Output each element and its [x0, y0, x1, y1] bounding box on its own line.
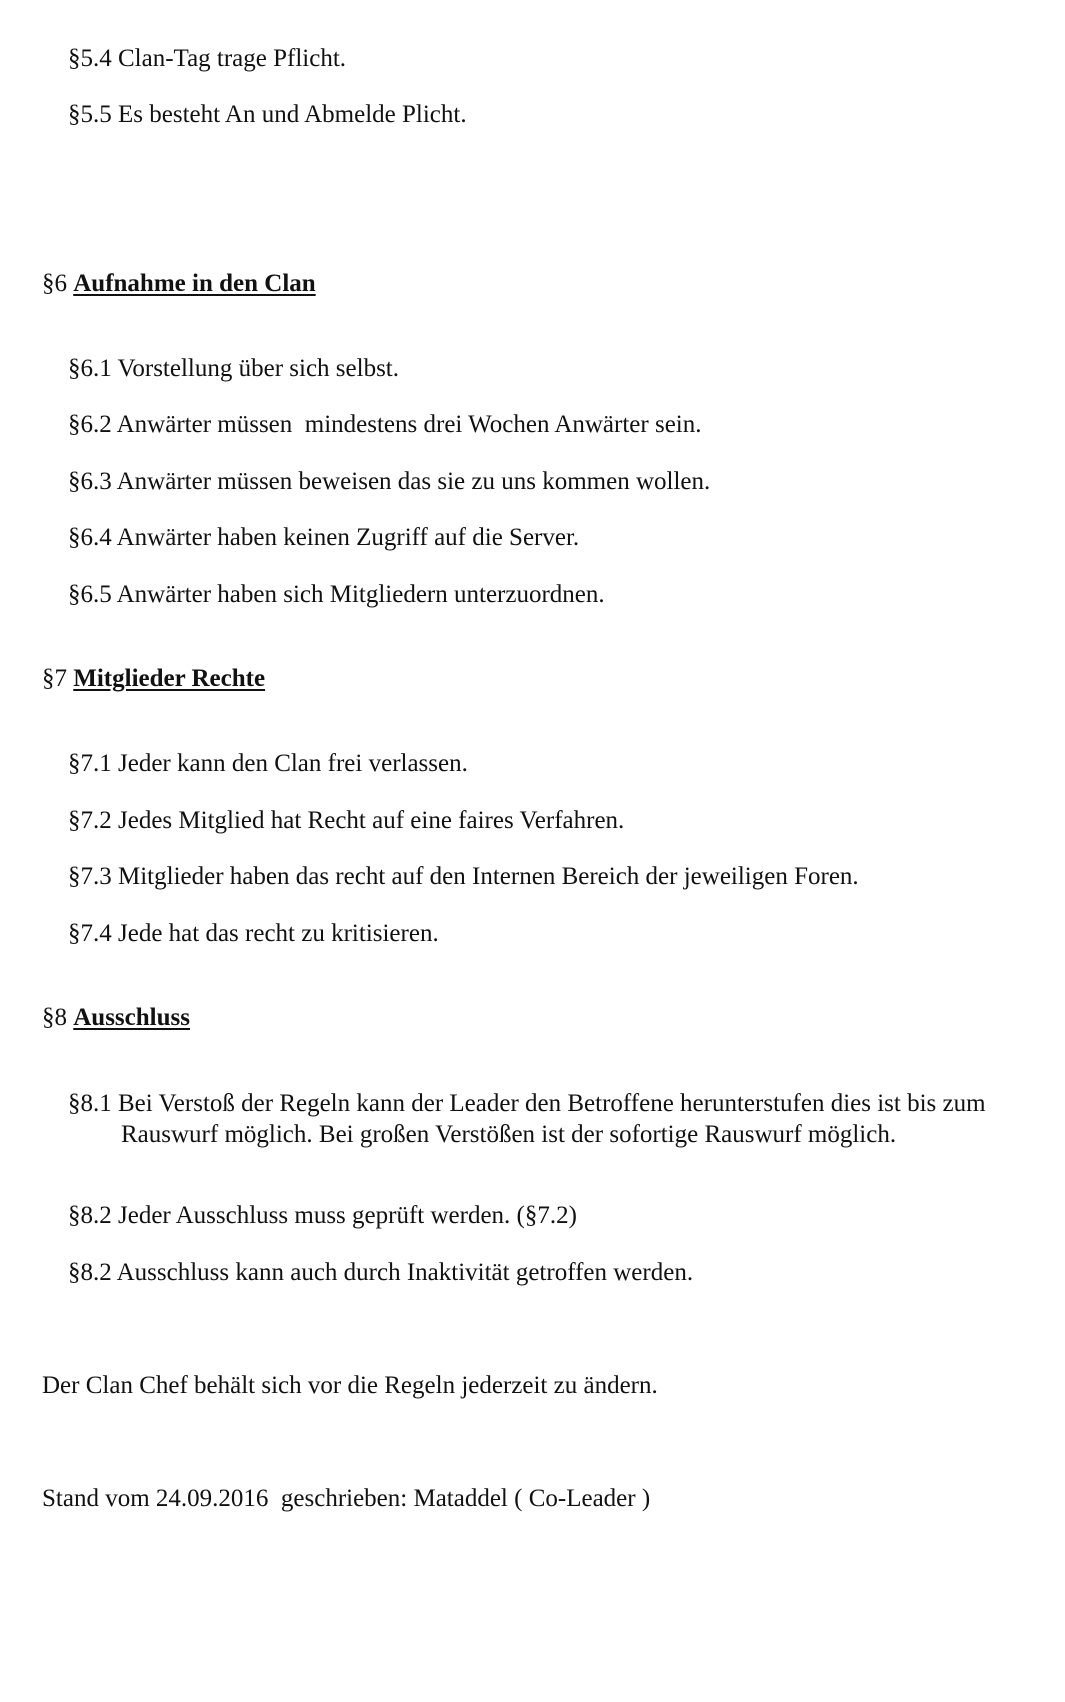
- footer-signature: Stand vom 24.09.2016 geschrieben: Mataddel ( Co-Leader ): [42, 1485, 651, 1512]
- section-7-title: Mitglieder Rechte: [73, 665, 266, 692]
- rule-7-2: §7.2 Jedes Mitglied hat Recht auf eine faires Verfahren.: [68, 807, 625, 834]
- section-6-heading: [42, 269, 316, 299]
- rule-6-2: §6.2 Anwärter müssen mindestens drei Wochen Anwärter sein.: [68, 411, 702, 438]
- rule-6-4: §6.4 Anwärter haben keinen Zugriff auf die Server.: [68, 524, 580, 551]
- section-6-number: §6: [42, 270, 67, 297]
- section-8-title: Ausschluss: [73, 1004, 190, 1031]
- rule-5-4: §5.4 Clan-Tag trage Pflicht.: [68, 45, 347, 72]
- rule-6-1: §6.1 Vorstellung über sich selbst.: [68, 355, 400, 382]
- rule-6-5: §6.5 Anwärter haben sich Mitgliedern unterzuordnen.: [68, 581, 605, 608]
- rule-5-5: §5.5 Es besteht An und Abmelde Plicht.: [68, 101, 467, 128]
- section-7-number: §7: [42, 665, 67, 692]
- section-8-number: §8: [42, 1004, 67, 1031]
- rule-7-3: §7.3 Mitglieder haben das recht auf den Internen Bereich der jeweiligen Foren.: [68, 863, 859, 890]
- rule-8-2-a: §8.2 Jeder Ausschluss muss geprüft werden. (§7.2): [68, 1202, 577, 1229]
- rule-6-3: §6.3 Anwärter müssen beweisen das sie zu uns kommen wollen.: [68, 468, 711, 495]
- rule-7-1: §7.1 Jeder kann den Clan frei verlassen.: [68, 750, 468, 777]
- rule-8-2-b: §8.2 Ausschluss kann auch durch Inaktivität getroffen werden.: [68, 1259, 694, 1286]
- section-8-heading: [42, 1003, 190, 1033]
- rule-7-4: §7.4 Jede hat das recht zu kritisieren.: [68, 920, 439, 947]
- rule-8-1-line2: Rauswurf möglich. Bei großen Verstößen ist der sofortige Rauswurf möglich.: [121, 1121, 897, 1148]
- closing-statement: Der Clan Chef behält sich vor die Regeln jederzeit zu ändern.: [42, 1372, 658, 1399]
- section-6-title: Aufnahme in den Clan: [73, 270, 316, 297]
- section-7-heading: [42, 664, 265, 694]
- rule-8-1: [68, 1088, 1058, 1150]
- rule-8-1-line1: §8.1 Bei Verstoß der Regeln kann der Leader den Betroffene herunterstufen dies ist bis zum: [68, 1090, 986, 1117]
